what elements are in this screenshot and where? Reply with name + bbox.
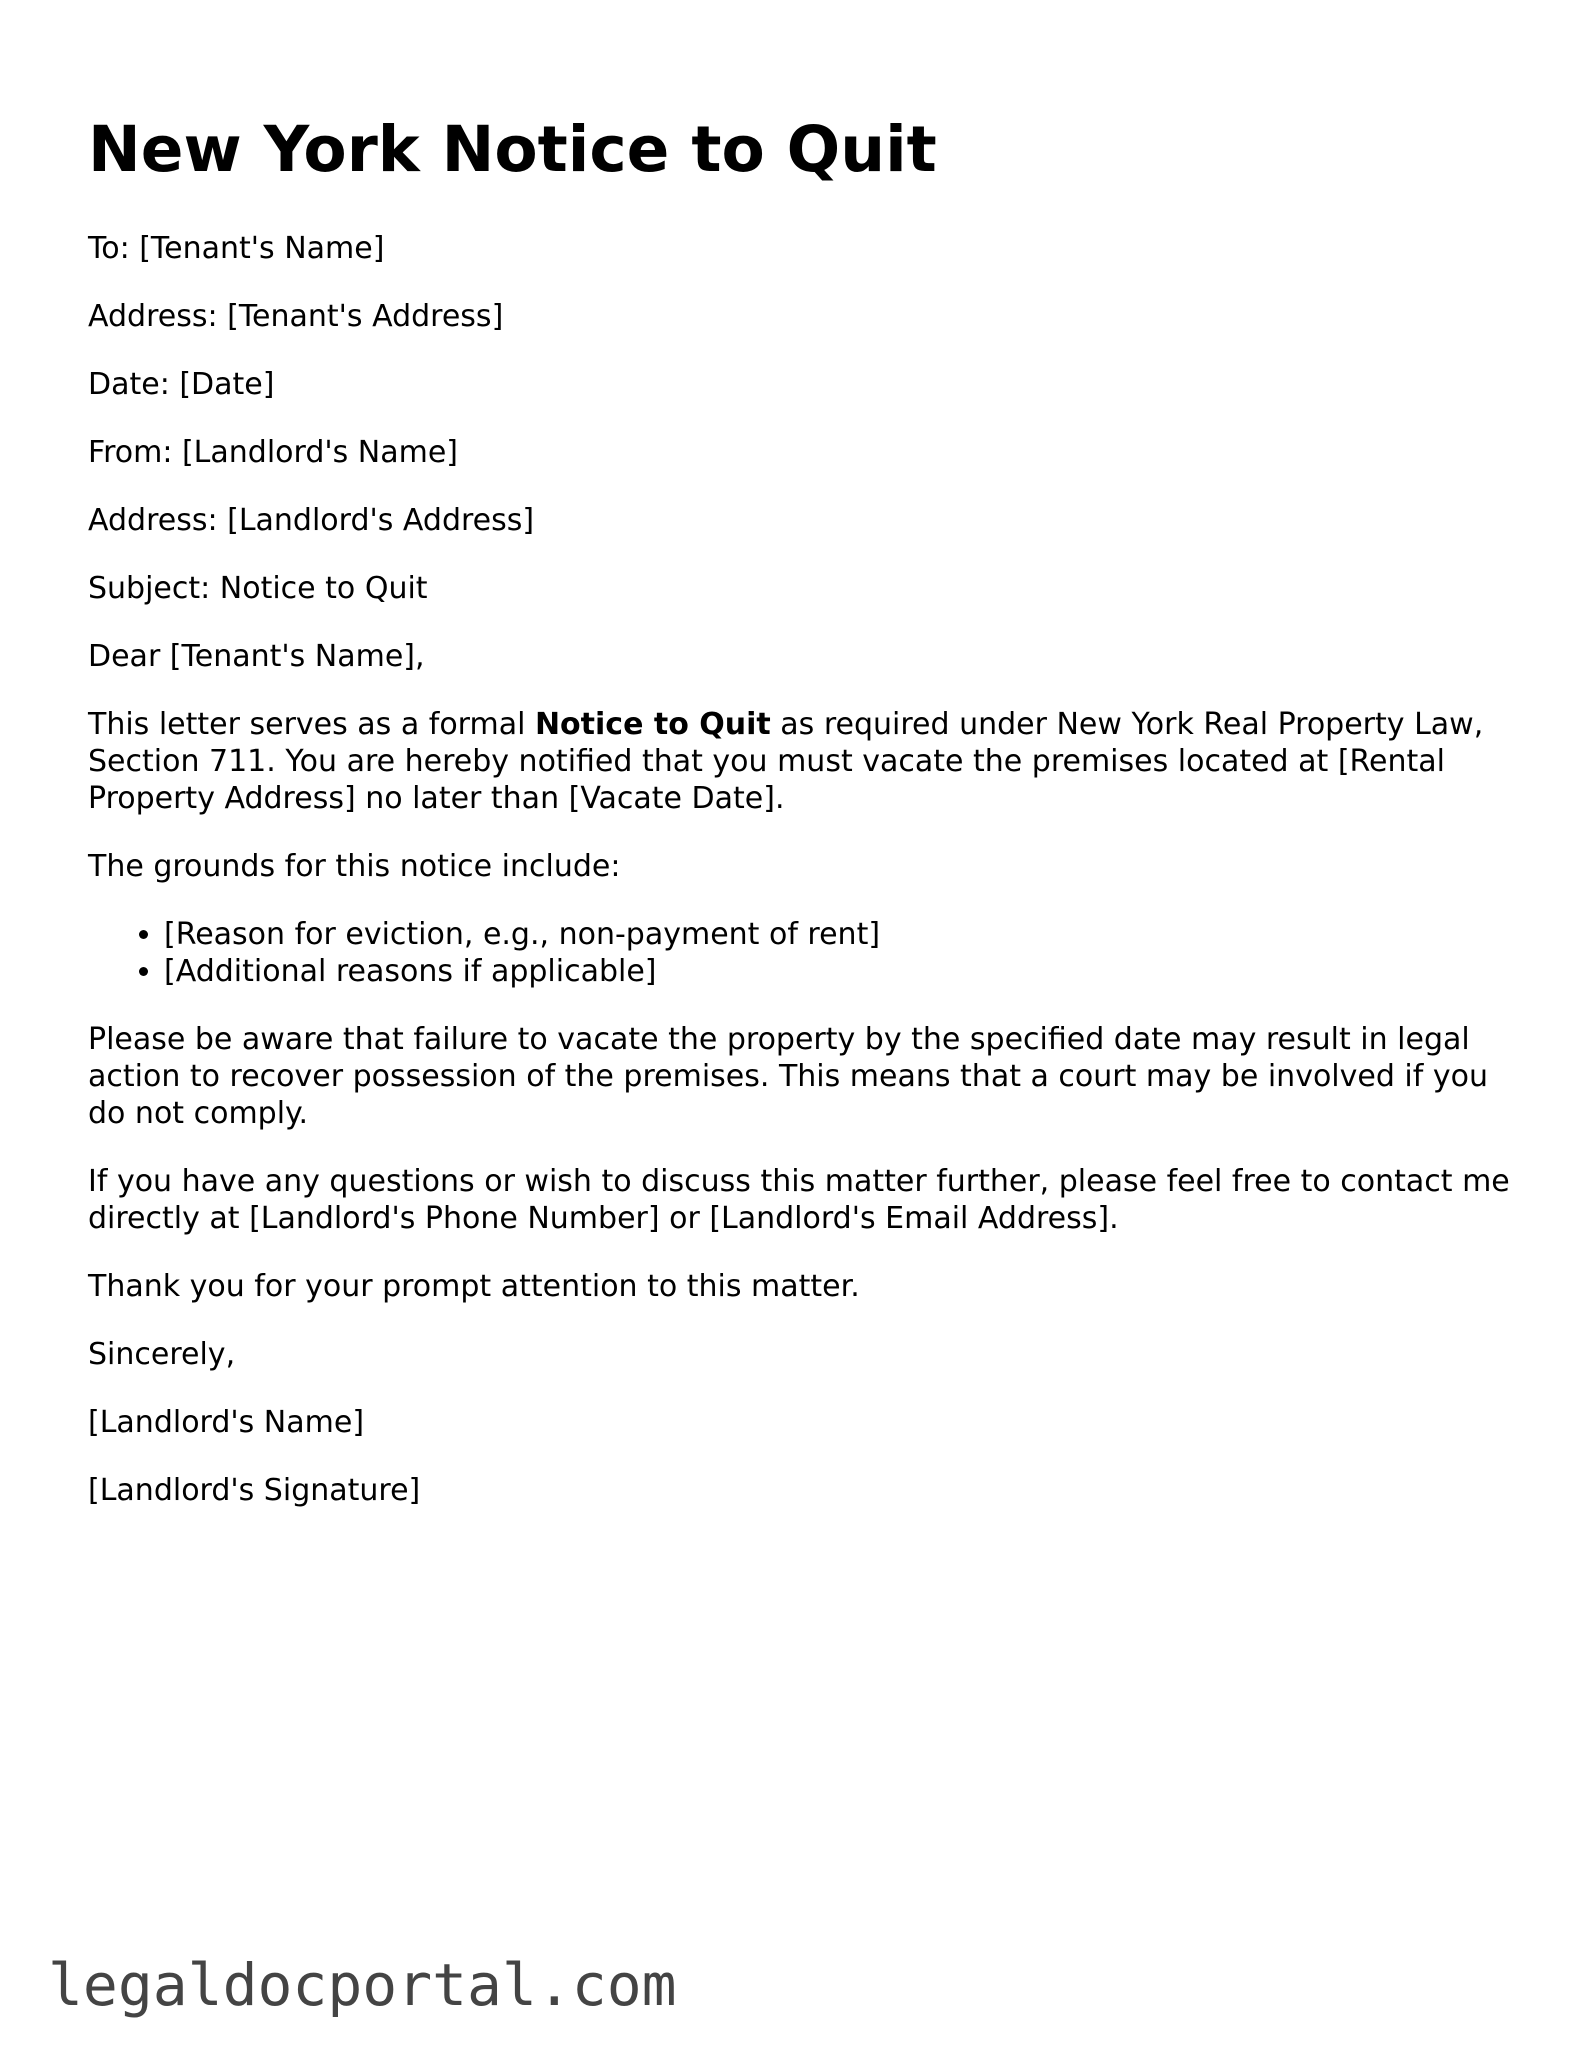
closing-line: Sincerely, (88, 1337, 236, 1372)
tenant-address-line: Address: [Tenant's Address] (88, 299, 504, 334)
subject-line: Subject: Notice to Quit (88, 571, 428, 606)
intro-text-after: as required under New York Real Property Law, Section 711. You are hereby notified that you must vacate the premises located at [Rental Property Address] no later than [Vacate Date]. (88, 707, 1484, 816)
date-line: Date: [Date] (88, 367, 275, 402)
document-title: New York Notice to Quit (88, 113, 937, 186)
warning-paragraph: Please be aware that failure to vacate the property by the specified date may result in legal action to recover possession of the premises. This means that a court may be involved if you do not comply. (88, 1022, 1488, 1131)
list-item: • [Reason for eviction, e.g., non-payment of rent] (164, 916, 1518, 953)
list-item: • [Additional reasons if applicable] (164, 953, 1518, 990)
to-line: To: [Tenant's Name] (88, 231, 385, 266)
thanks-line: Thank you for your prompt attention to this matter. (88, 1269, 860, 1304)
salutation: Dear [Tenant's Name], (88, 639, 425, 674)
document-page (88, 110, 1518, 1540)
intro-bold-term: Notice to Quit (534, 707, 771, 742)
watermark-logo: legaldocportal.com (48, 1951, 677, 2019)
from-line: From: [Landlord's Name] (88, 435, 458, 470)
grounds-list (88, 916, 1518, 990)
landlord-address-line: Address: [Landlord's Address] (88, 503, 535, 538)
contact-paragraph: If you have any questions or wish to discuss this matter further, please feel free to contact me directly at [Landlord's Phone Number] or [Landlord's Email Address]. (88, 1164, 1510, 1236)
signer-name: [Landlord's Name] (88, 1405, 365, 1440)
intro-paragraph (88, 706, 1518, 817)
grounds-intro: The grounds for this notice include: (88, 849, 621, 884)
intro-text-before: This letter serves as a formal (88, 707, 535, 742)
signature-line: [Landlord's Signature] (88, 1473, 421, 1508)
